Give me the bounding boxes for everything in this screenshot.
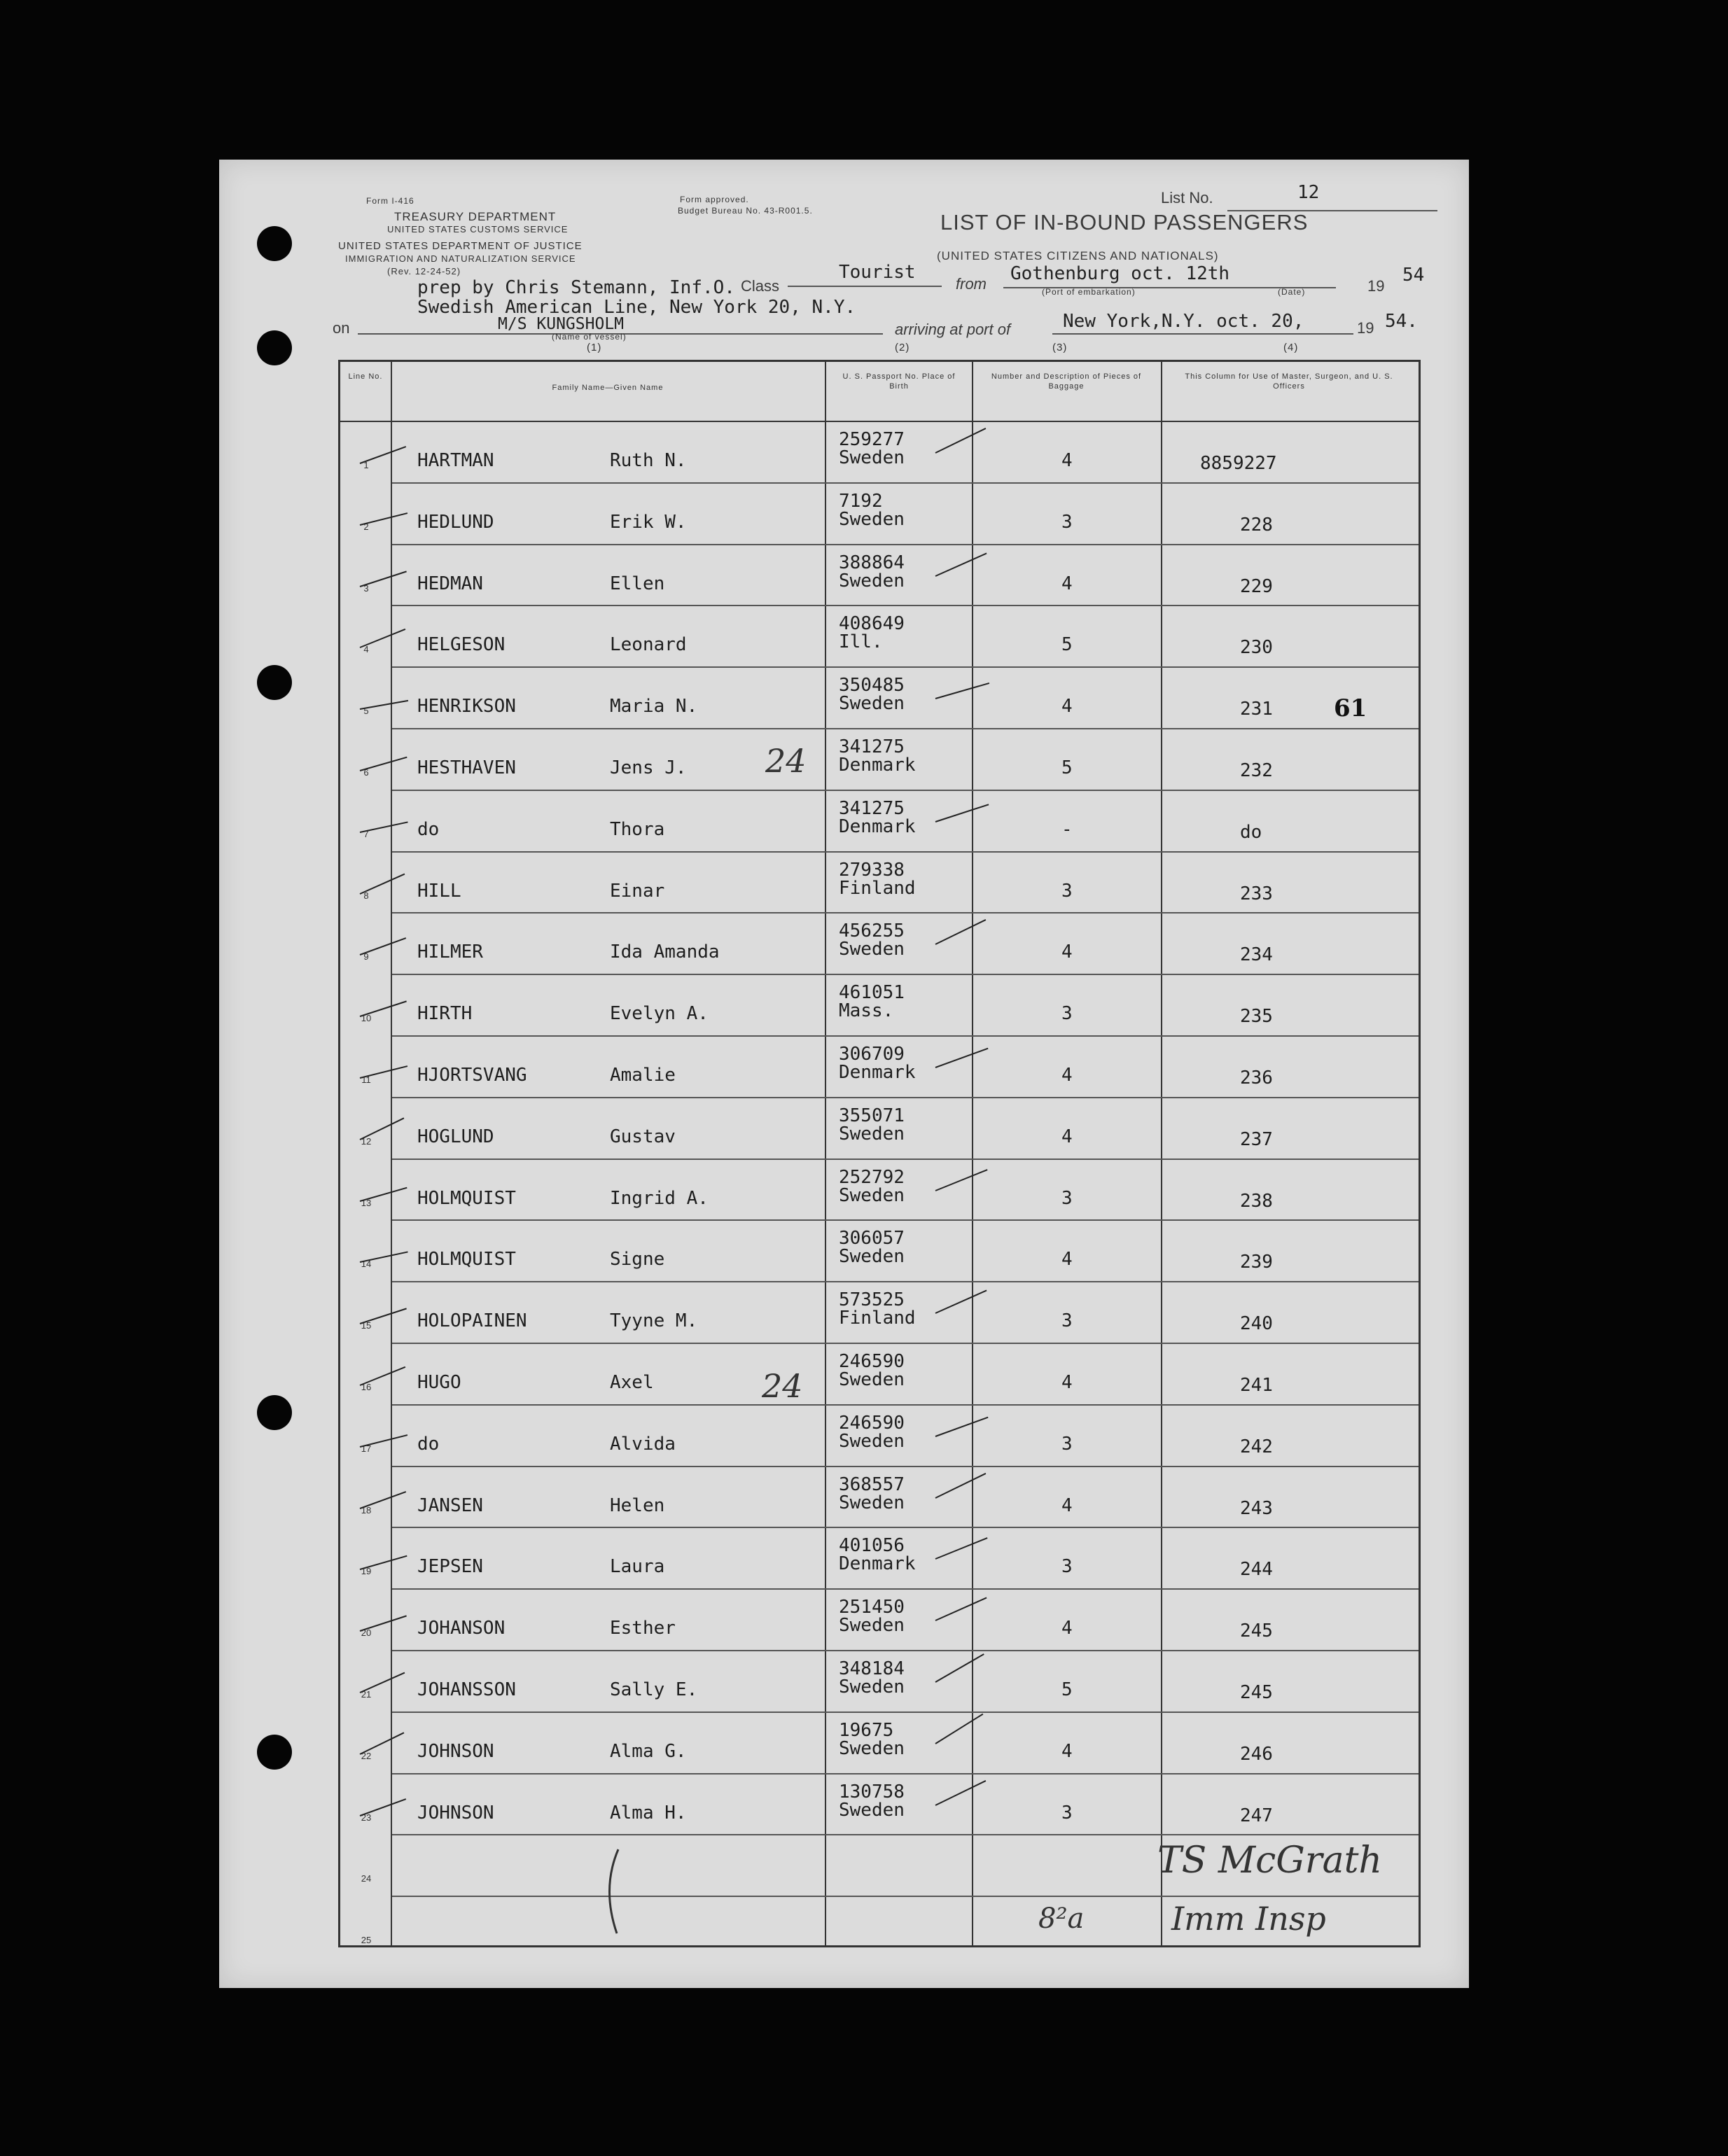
class-underline	[788, 286, 942, 287]
list-no-label: List No.	[1161, 189, 1213, 206]
family-name: HOLOPAINEN	[417, 1310, 527, 1332]
passport-number: 573525	[839, 1289, 905, 1311]
row-rule	[392, 1281, 1419, 1282]
column-rule	[1161, 362, 1162, 1945]
officer-column-value: 233	[1240, 883, 1273, 904]
officer-column-value: 237	[1240, 1128, 1273, 1150]
officer-column-value: 235	[1240, 1006, 1273, 1028]
place-of-birth: Sweden	[839, 1246, 905, 1268]
count-note: 8²a	[1038, 1903, 1085, 1935]
row-rule	[392, 728, 1419, 729]
row-rule	[392, 1834, 1419, 1835]
given-name: Axel	[610, 1372, 654, 1393]
col-number: (4)	[1283, 342, 1299, 354]
baggage-count: 4	[1061, 1249, 1073, 1270]
family-name: HARTMAN	[417, 450, 494, 471]
passport-number: 251450	[839, 1597, 905, 1618]
passport-check-mark	[935, 1048, 989, 1068]
passport-number: 350485	[839, 675, 905, 696]
family-name: JEPSEN	[417, 1556, 483, 1578]
passport-check-mark	[935, 682, 989, 699]
given-name: Erik W.	[610, 511, 687, 533]
year-prefix: 19	[1367, 277, 1385, 295]
binder-hole	[257, 226, 292, 261]
family-name: HOLMQUIST	[417, 1249, 516, 1270]
baggage-count: 4	[1061, 1494, 1073, 1516]
officer-column-value: 232	[1240, 760, 1273, 781]
passenger-table	[338, 360, 1421, 1947]
place-of-birth: Denmark	[839, 816, 916, 837]
list-no-value: 12	[1297, 182, 1320, 203]
row-rule	[392, 544, 1419, 545]
family-name: HOLMQUIST	[417, 1187, 516, 1209]
given-name: Helen	[610, 1494, 665, 1516]
row-rule	[392, 1035, 1419, 1037]
line-number: 14	[361, 1259, 372, 1270]
line-number: 6	[363, 767, 369, 778]
family-name: JOHANSON	[417, 1618, 506, 1639]
family-name: HENRIKSON	[417, 696, 516, 718]
col-header-officers: This Column for Use of Master, Surgeon, and U. S. Officers	[1185, 372, 1393, 391]
place-of-birth: Sweden	[839, 939, 905, 960]
baggage-count: 4	[1061, 573, 1073, 594]
baggage-count: 4	[1061, 1372, 1073, 1393]
line-number: 15	[361, 1320, 372, 1331]
passport-number: 246590	[839, 1412, 905, 1434]
place-of-birth: Denmark	[839, 1553, 916, 1575]
arr-year-prefix: 19	[1357, 319, 1374, 337]
line-number: 9	[363, 951, 369, 962]
line-number: 8	[363, 890, 369, 901]
on-label: on	[333, 319, 350, 337]
officer-column-value: 234	[1240, 944, 1273, 966]
port-caption: (Port of embarkation)	[1042, 287, 1136, 297]
line-number: 10	[361, 1013, 372, 1024]
agency-line: TREASURY DEPARTMENT	[394, 210, 557, 223]
year-value: 54	[1402, 265, 1425, 286]
form-approved: Form approved.	[680, 195, 749, 204]
given-name: Sally E.	[610, 1679, 698, 1700]
place-of-birth: Mass.	[839, 1000, 894, 1022]
given-name: Alvida	[610, 1433, 676, 1455]
passport-check-mark	[935, 1290, 987, 1314]
baggage-count: 3	[1061, 1433, 1073, 1455]
row-rule	[392, 1466, 1419, 1467]
row-rule	[392, 912, 1419, 913]
line-number: 20	[361, 1628, 372, 1639]
given-name: Esther	[610, 1618, 676, 1639]
line-number: 16	[361, 1382, 372, 1392]
passport-number: 341275	[839, 797, 905, 819]
budget-bureau: Budget Bureau No. 43-R001.5.	[678, 206, 813, 216]
from-label: from	[956, 275, 987, 293]
passport-number: 259277	[839, 429, 905, 450]
officer-column-value: 8859227	[1200, 453, 1277, 474]
line-number: 19	[361, 1566, 372, 1577]
passport-number: 341275	[839, 736, 905, 757]
arriving-value: New York,N.Y. oct. 20,	[1063, 311, 1304, 332]
officer-column-value: 246	[1240, 1743, 1273, 1765]
agency-line: UNITED STATES CUSTOMS SERVICE	[387, 224, 569, 234]
given-name: Alma G.	[610, 1740, 687, 1762]
baggage-count: 4	[1061, 696, 1073, 718]
vessel-caption: (Name of vessel)	[552, 332, 627, 342]
bracket-mark: 24	[762, 1367, 803, 1405]
officer-column-value: 228	[1240, 514, 1273, 536]
officer-column-value: do	[1240, 821, 1262, 843]
place-of-birth: Finland	[839, 1308, 916, 1329]
place-of-birth: Sweden	[839, 1676, 905, 1698]
family-name: HJORTSVANG	[417, 1065, 527, 1086]
officer-column-value: 239	[1240, 1252, 1273, 1273]
binder-hole	[257, 1395, 292, 1430]
place-of-birth: Sweden	[839, 1799, 905, 1821]
column-rule	[972, 362, 973, 1945]
baggage-count: 3	[1061, 1187, 1073, 1209]
date-caption: (Date)	[1278, 287, 1306, 297]
family-name: do	[417, 818, 440, 840]
col-number: (3)	[1052, 342, 1068, 354]
passport-check-mark	[935, 428, 987, 454]
given-name: Maria N.	[610, 696, 698, 718]
passport-number: 252792	[839, 1166, 905, 1188]
passport-number: 130758	[839, 1781, 905, 1802]
line-number: 2	[363, 521, 369, 532]
line-number: 1	[363, 460, 369, 470]
passport-check-mark	[935, 1597, 987, 1621]
bracket-mark: 24	[765, 742, 807, 780]
form-subtitle: (UNITED STATES CITIZENS AND NATIONALS)	[937, 249, 1219, 262]
officer-column-value: 245	[1240, 1620, 1273, 1642]
vessel-name: M/S KUNGSHOLM	[498, 315, 625, 333]
family-name: HEDMAN	[417, 573, 483, 594]
col-header-name: Family Name—Given Name	[552, 384, 664, 392]
row-rule	[392, 1527, 1419, 1528]
binder-hole	[257, 665, 292, 700]
baggage-count: 4	[1061, 450, 1073, 471]
binder-hole	[257, 1735, 292, 1770]
col-number: (1)	[587, 342, 602, 354]
row-rule	[392, 1588, 1419, 1590]
row-rule	[392, 666, 1419, 668]
baggage-count: 5	[1061, 634, 1073, 656]
row-rule	[392, 974, 1419, 975]
binder-hole	[257, 330, 292, 365]
family-name: HIRTH	[417, 1003, 473, 1025]
row-rule	[392, 1404, 1419, 1406]
line-number: 23	[361, 1812, 372, 1823]
officer-column-value: 231	[1240, 699, 1273, 720]
class-label: Class	[741, 277, 780, 295]
line-number: 5	[363, 706, 369, 717]
col-header-passport: U. S. Passport No. Place of Birth	[842, 372, 956, 391]
passport-check-mark	[935, 1653, 984, 1683]
from-value: Gothenburg oct. 12th	[1010, 263, 1230, 284]
place-of-birth: Sweden	[839, 1615, 905, 1637]
row-rule	[392, 605, 1419, 606]
officer-column-value: 243	[1240, 1497, 1273, 1519]
row-rule	[392, 1773, 1419, 1774]
passport-check-mark	[935, 804, 989, 822]
baggage-count: 4	[1061, 1126, 1073, 1147]
baggage-count: -	[1061, 818, 1073, 840]
place-of-birth: Denmark	[839, 755, 916, 776]
officer-column-value: 244	[1240, 1559, 1273, 1581]
place-of-birth: Denmark	[839, 1062, 916, 1083]
arriving-underline	[1052, 333, 1353, 335]
class-value: Tourist	[839, 262, 916, 283]
passport-check-mark	[935, 552, 987, 576]
line-number: 24	[361, 1873, 372, 1884]
family-name: JOHNSON	[417, 1740, 494, 1762]
passport-number: 456255	[839, 920, 905, 942]
passport-check-mark	[935, 1473, 987, 1499]
family-name: JOHNSON	[417, 1802, 494, 1823]
line-number: 11	[361, 1074, 371, 1085]
margin-bracket	[597, 1847, 625, 1938]
steamship-line: Swedish American Line, New York 20, N.Y.	[417, 297, 856, 318]
given-name: Laura	[610, 1556, 665, 1578]
family-name: HELGESON	[417, 634, 506, 656]
line-number: 3	[363, 582, 369, 594]
given-name: Ruth N.	[610, 450, 687, 471]
place-of-birth: Sweden	[839, 1123, 905, 1144]
passport-number: 388864	[839, 552, 905, 573]
line-number: 4	[363, 644, 369, 655]
officer-column-value: 247	[1240, 1805, 1273, 1826]
passport-number: 408649	[839, 613, 905, 635]
given-name: Leonard	[610, 634, 687, 656]
given-name: Amalie	[610, 1065, 676, 1086]
officer-column-value: 242	[1240, 1436, 1273, 1457]
passport-number: 355071	[839, 1105, 905, 1126]
baggage-count: 3	[1061, 1556, 1073, 1578]
place-of-birth: Sweden	[839, 508, 905, 530]
passport-number: 306057	[839, 1228, 905, 1250]
passport-number: 348184	[839, 1658, 905, 1679]
manifest-page	[219, 160, 1469, 1988]
row-rule	[392, 790, 1419, 791]
baggage-count: 4	[1061, 1740, 1073, 1762]
passport-number: 7192	[839, 490, 883, 512]
line-number: 25	[361, 1935, 372, 1946]
place-of-birth: Ill.	[839, 631, 883, 653]
officer-column-value: 229	[1240, 575, 1273, 597]
line-number: 22	[361, 1750, 372, 1761]
form-number: Form I-416	[366, 196, 414, 206]
officer-title-signature: Imm Insp	[1171, 1900, 1326, 1938]
given-name: Ellen	[610, 573, 665, 594]
column-rule	[391, 362, 392, 1945]
baggage-count: 3	[1061, 511, 1073, 533]
line-number: 21	[361, 1689, 372, 1700]
passport-check-mark	[935, 1169, 988, 1191]
baggage-count: 5	[1061, 1679, 1073, 1700]
passport-number: 401056	[839, 1535, 905, 1557]
line-number: 7	[363, 828, 369, 839]
given-name: Alma H.	[610, 1802, 687, 1823]
family-name: HEDLUND	[417, 511, 494, 533]
officer-column-value: 230	[1240, 637, 1273, 659]
prep-line: prep by Chris Stemann, Inf.O.	[417, 277, 735, 298]
place-of-birth: Sweden	[839, 570, 905, 592]
row-rule	[392, 1650, 1419, 1651]
given-name: Thora	[610, 818, 665, 840]
place-of-birth: Finland	[839, 877, 916, 899]
row-rule	[392, 1896, 1419, 1897]
arriving-label: arriving at port of	[895, 321, 1011, 338]
baggage-count: 4	[1061, 1065, 1073, 1086]
given-name: Ingrid A.	[610, 1187, 709, 1209]
baggage-count: 3	[1061, 1310, 1073, 1332]
family-name: JOHANSSON	[417, 1679, 516, 1700]
passport-check-mark	[935, 1416, 989, 1436]
family-name: HESTHAVEN	[417, 757, 516, 778]
form-revision: (Rev. 12-24-52)	[387, 266, 461, 276]
officer-column-value: 238	[1240, 1190, 1273, 1212]
passport-check-mark	[935, 1537, 988, 1560]
line-number: 13	[361, 1197, 372, 1208]
row-rule	[392, 1158, 1419, 1160]
line-number: 18	[361, 1504, 372, 1516]
baggage-count: 3	[1061, 1003, 1073, 1025]
baggage-count: 4	[1061, 1618, 1073, 1639]
row-rule	[392, 1712, 1419, 1713]
stamp-number: 61	[1334, 694, 1367, 722]
passport-number: 19675	[839, 1719, 894, 1741]
passport-number: 306709	[839, 1044, 905, 1065]
baggage-count: 3	[1061, 880, 1073, 902]
passport-check-mark	[935, 1714, 983, 1744]
passport-number: 461051	[839, 982, 905, 1004]
place-of-birth: Sweden	[839, 1369, 905, 1390]
family-name: HILL	[417, 880, 461, 902]
col-header-baggage: Number and Description of Pieces of Baggage	[991, 372, 1142, 391]
line-number: 17	[361, 1443, 372, 1454]
header-rule	[340, 421, 1419, 422]
family-name: JANSEN	[417, 1494, 483, 1516]
col-header-line: Line No.	[348, 372, 383, 381]
family-name: HILMER	[417, 941, 483, 963]
line-number: 12	[361, 1135, 372, 1147]
row-rule	[392, 1097, 1419, 1098]
given-name: Signe	[610, 1249, 665, 1270]
baggage-count: 3	[1061, 1802, 1073, 1823]
arr-year-value: 54.	[1385, 311, 1418, 332]
officer-column-value: 245	[1240, 1682, 1273, 1703]
passport-number: 246590	[839, 1351, 905, 1372]
agency-line: UNITED STATES DEPARTMENT OF JUSTICE	[338, 240, 583, 252]
agency-line: IMMIGRATION AND NATURALIZATION SERVICE	[345, 253, 576, 264]
given-name: Evelyn A.	[610, 1003, 709, 1025]
officer-signature: TS McGrath	[1157, 1840, 1382, 1882]
place-of-birth: Sweden	[839, 1737, 905, 1759]
officer-column-value: 236	[1240, 1068, 1273, 1088]
given-name: Einar	[610, 880, 665, 902]
family-name: HOGLUND	[417, 1126, 494, 1147]
given-name: Tyyne M.	[610, 1310, 698, 1332]
officer-column-value: 240	[1240, 1313, 1273, 1335]
place-of-birth: Sweden	[839, 1430, 905, 1452]
family-name: do	[417, 1433, 440, 1455]
passport-check-mark	[935, 1780, 987, 1806]
row-rule	[392, 1343, 1419, 1344]
col-number: (2)	[895, 342, 910, 354]
passport-number: 368557	[839, 1474, 905, 1495]
list-no-underline	[1227, 210, 1437, 211]
row-rule	[392, 1219, 1419, 1221]
row-rule	[392, 482, 1419, 484]
form-title: LIST OF IN-BOUND PASSENGERS	[940, 210, 1309, 234]
baggage-count: 4	[1061, 941, 1073, 963]
given-name: Gustav	[610, 1126, 676, 1147]
column-rule	[825, 362, 826, 1945]
given-name: Jens J.	[610, 757, 687, 778]
place-of-birth: Sweden	[839, 447, 905, 468]
passport-number: 279338	[839, 859, 905, 881]
passport-check-mark	[935, 919, 987, 945]
place-of-birth: Sweden	[839, 693, 905, 715]
place-of-birth: Sweden	[839, 1184, 905, 1206]
baggage-count: 5	[1061, 757, 1073, 778]
given-name: Ida Amanda	[610, 941, 720, 963]
family-name: HUGO	[417, 1372, 461, 1393]
row-rule	[392, 851, 1419, 853]
officer-column-value: 241	[1240, 1375, 1273, 1396]
place-of-birth: Sweden	[839, 1492, 905, 1513]
